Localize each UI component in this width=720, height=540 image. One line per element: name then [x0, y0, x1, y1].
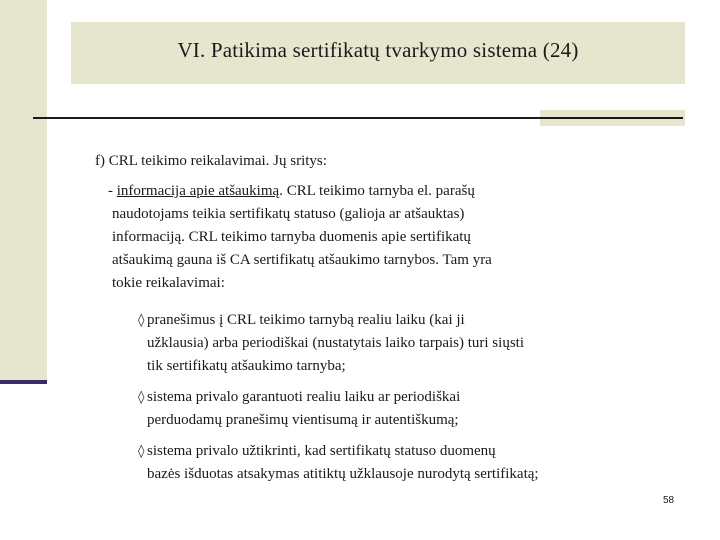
- diamond-bullet-icon: ◊: [138, 390, 145, 405]
- bullet-3-line-2: bazės išduotas atsakymas atitiktų užklausoje nurodytą sertifikatą;: [147, 466, 539, 482]
- bullet-1-line-2: užklausia) arba periodiškai (nustatytais laiko tarpais) turi siųsti: [147, 335, 524, 351]
- dash-line-2: informaciją. CRL teikimo tarnyba duomenis apie sertifikatų: [112, 229, 471, 245]
- bullet-1-line-3: tik sertifikatų atšaukimo tarnyba;: [147, 358, 346, 374]
- left-decor-edge: [0, 380, 47, 384]
- dash-line-3: atšaukimą gauna iš CA sertifikatų atšaukimo tarnybos. Tam yra: [112, 252, 492, 268]
- bullet-3-line-1: sistema privalo užtikrinti, kad sertifikatų statuso duomenų: [147, 443, 496, 459]
- page-number: 58: [663, 495, 675, 506]
- dash-line-first: [108, 180, 492, 203]
- dash-prefix: -: [108, 183, 117, 199]
- dash-underlined-term: informacija apie atšaukimą: [116, 183, 280, 199]
- diamond-bullet-icon: ◊: [138, 313, 145, 328]
- bullet-item-1: [138, 309, 524, 378]
- bullet-1-line-1: pranešimus į CRL teikimo tarnybą realiu laiku (kai ji: [147, 312, 465, 328]
- slide-title: VI. Patikima sertifikatų tvarkymo sistema (24): [177, 38, 579, 62]
- bullet-item-2: [138, 386, 460, 432]
- bullet-item-3: [138, 440, 539, 486]
- dash-line-0: . CRL teikimo tarnyba el. parašų: [279, 183, 475, 199]
- bullet-2-line-2: perduodamų pranešimų vientisumą ir autentiškumą;: [147, 412, 459, 428]
- dash-line-4: tokie reikalavimai:: [112, 275, 225, 291]
- dash-paragraph: [108, 180, 492, 295]
- divider-line: [33, 117, 683, 119]
- section-heading: f) CRL teikimo reikalavimai. Jų sritys:: [95, 153, 327, 169]
- bullet-2-line-1: sistema privalo garantuoti realiu laiku ar periodiškai: [147, 389, 461, 405]
- dash-line-1: naudotojams teikia sertifikatų statuso (galioja ar atšauktas): [112, 206, 465, 222]
- diamond-bullet-icon: ◊: [138, 444, 145, 459]
- left-decor-bar: [0, 0, 47, 382]
